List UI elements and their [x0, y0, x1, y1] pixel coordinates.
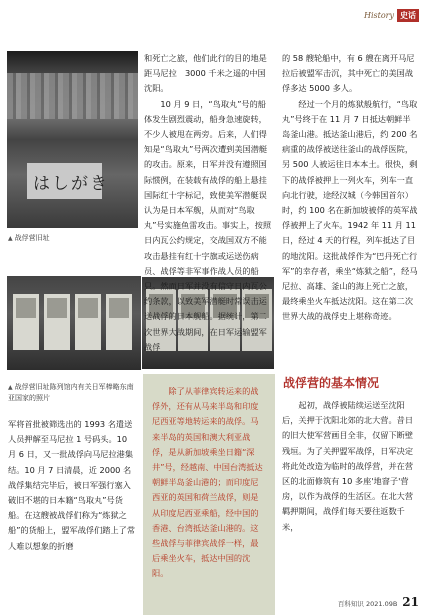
sidebar-note	[143, 374, 275, 615]
photo-museum-exhibit-left	[7, 276, 141, 370]
paragraph: 10 月 9 日，“鸟取丸”号的船体发生剧烈震动，船身急速旋转，不少人被甩在两旁。后来，人们得知是“鸟取丸”号两次遭到美国潜艇的攻击。原来，日军并没有遵照国际惯例，在装载有战俘的船上悬挂国际红十字标记，致使美军潜艇误认为是日本军舰，从而对“鸟取丸”号实施鱼雷攻击。事实上，按照日内瓦公约规定，交战国双方不能攻击悬挂有红十字旗或运送伤病员、战俘等非军事作战人员的船只。然而日军并没有信守日内瓦公约条款，以致美军潜艇时常误击运送战俘的日本舰船。据统计，第二次世界大战期间，在日军运输盟军战俘	[144, 98, 272, 352]
header-english: History	[363, 10, 394, 20]
caption-photo2	[8, 382, 140, 403]
paragraph: 经过一个月的炼狱般航行，“鸟取丸”号终于在 11 月 7 日抵达朝鲜半岛釜山港。抵达釜山港后，约 200 名病重的战俘被送往釜山的战俘医院，另 500 人被运往日本本土。很快，剩下的战俘被押上一列火车，列车一直向北行驶，途经汉城（今韩国首尔）时，约 100 名在新加坡被俘的英军战俘被押上了火车。1942 年 11 月 11 日，经过 4 天的行程，列车抵达了目的地沈阳。这批战俘作为“巴丹死亡行军”的幸存者，乘坐“炼狱之船”，经马尼拉、高雄、釜山的海上死亡之旅，最终乘坐火车抵达沈阳。这在第二次世界大战的战俘史上堪称奇迹。	[282, 98, 418, 322]
exhibit-panel	[106, 294, 132, 350]
exhibit-panel	[75, 294, 101, 350]
photo-camp-ruins	[7, 51, 138, 228]
sidebar-text: 除了从菲律宾转运来的战俘外，还有从马来半岛和印度尼西亚等地转运来的战俘。马来半岛的英国和澳大利亚战俘，是从新加坡乘坐日籍“深井”号，经越南、中国台湾抵达朝鲜半岛釜山港的；而印度尼西亚的英国和荷兰战俘，则是从印度尼西亚乘船，经中国的香港、台湾抵达釜山港的。这些战俘与菲律宾战俘一样，最后乘坐火车，抵达中国的沈阳。	[152, 386, 263, 579]
page-header	[364, 6, 419, 24]
section-title: 战俘营的基本情况	[283, 376, 380, 390]
paragraph: 的 58 艘轮船中，有 6 艘在离开马尼拉后被盟军击沉，其中死亡的美国战俘多达 5000 多人。	[282, 53, 415, 94]
sign-text: はしがき	[33, 174, 109, 194]
article-column-right	[282, 51, 418, 325]
page-number: 21	[402, 595, 419, 609]
article-column-right-bottom	[282, 398, 418, 535]
paragraph: 起初，战俘被陆续运送至沈阳后，关押于沈阳北郊的北大营。昔日的旧大使军营画目全非，仅留下断壁残垣。为了关押盟军战俘，日军决定将此处改造为临时的战俘营，并在营区的北面修筑有 10 多座'地窨子'营房，以作为战俘的生活区。在北大营羁押期间，战俘们每天要往返数千米，	[282, 400, 414, 532]
exhibit-panel	[13, 294, 39, 350]
page-footer	[338, 595, 419, 609]
exhibit-panel	[44, 294, 70, 350]
stone-wall-detail	[7, 73, 138, 119]
header-chinese-badge: 史话	[397, 9, 419, 22]
article-column-left	[8, 417, 137, 554]
journal-issue: 百科知识 2021.09B	[337, 600, 398, 608]
article-column-middle	[144, 51, 272, 355]
caption-text: 战俘营旧址陈列馆内有关日军棒略东南亚国家的照片	[8, 383, 134, 402]
caption-marker-icon: ▲	[8, 384, 13, 391]
paragraph: 军将首批被筛选出的 1993 名遣送人员押解至马尼拉 1 号码头。10 月 6 日，又一批战俘向马尼拉港集结。10 月 7 日清晨，近 2000 名战俘集结完毕后，被日军强行塞入破旧不堪的日本籍“鸟取丸”号货船。在这艘被战俘们称为“炼狱之船”的货船上，盟军战俘们踏上了常人难以想象的折磨	[8, 419, 136, 551]
caption-text: 战俘营旧址	[14, 234, 50, 242]
caption-photo1	[8, 233, 138, 244]
paragraph: 和死亡之旅，他们此行的目的地是距马尼拉 3000 千米之遥的中国沈阳。	[144, 53, 267, 94]
caption-marker-icon: ▲	[8, 235, 13, 242]
